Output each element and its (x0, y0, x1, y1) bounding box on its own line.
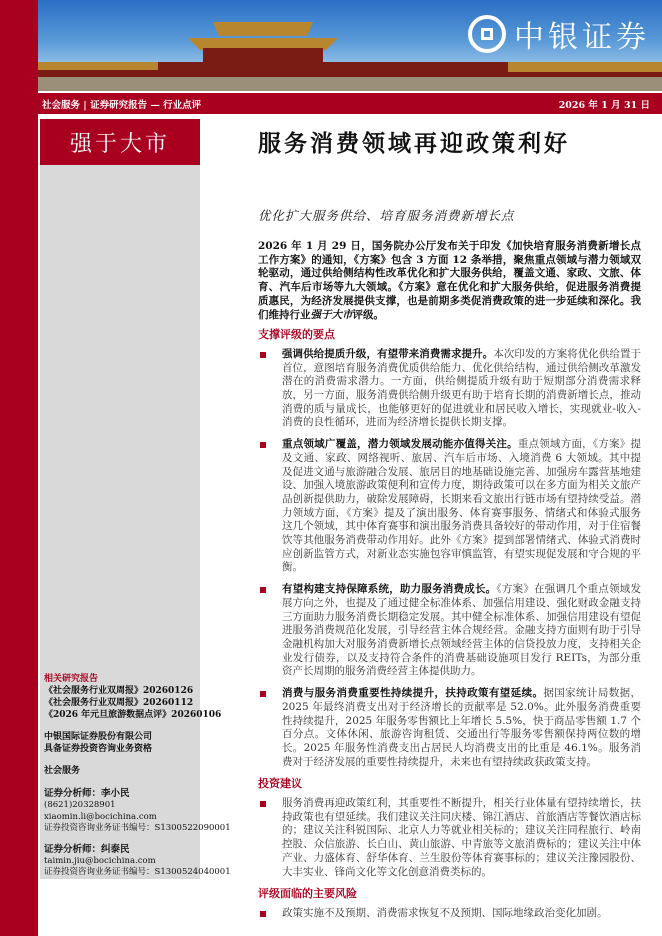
bullet-lead: 强调供给提质升级，有望带来消费需求提升。 (282, 347, 494, 360)
section-heading: 评级面临的主要风险 (258, 887, 357, 901)
analyst-cert: 证券投资咨询业务证书编号：S1300524040001 (44, 867, 231, 877)
bullet-lead: 消费与服务消费重要性持续提升，扶持政策有望延续。 (282, 687, 544, 700)
bullet-text: 重点领域方面，《方案》提及文通、家政、网络视听、旅居、汽车后市场、入境消费 6 大领域。其中提及促进文通与旅游融合发展、旅居目的地基础设施完善、加强房车露营基地建设、加强入境旅游政策便利和宣传力度，期待政策可以在多方面为相关文旅产品创新提供助力，破除发展障碍，长期来看文旅出行链市场有望持续受益。潜力领域方面，《方案》提及了演出服务、体育赛事服务、情绪式和体验式服务这几个领域，其中体育赛事和演出服务消费具备较好的带动作用，对于住宿餐饮等其他服务消费带动作用好。此外《方案》提到部署情绪式、体验式消费时应创新监管方式，对新业态实施包容审慎监管，有望实现促发展和守合规的平衡。 (282, 438, 642, 574)
bullet-point (258, 583, 641, 679)
related-reports-heading: 相关研究报告 (44, 674, 99, 684)
analyst-phone: (8621)20328901 (44, 800, 116, 810)
bullet-text: 服务消费再迎政策红利，其重要性不断提升，相关行业体量有望持续增长，扶持政策也有望延续。我们建议关注同庆楼、锦江酒店、首旅酒店等餐饮酒店标的；建议关注科锐国际、北京人力等就业相关标的；建议关注同程旅行、岭南控股、众信旅游、长白山、黄山旅游、中青旅等文旅消费标的；建议关注中体产业、力盛体育、舒华体育、兰生股份等体育赛事标的；建议关注豫园股份、大丰实业、锋尚文化等文化创意消费类标的。 (282, 797, 641, 878)
bullet-point (258, 797, 641, 879)
report-body (258, 240, 641, 929)
bullet-square-icon (260, 691, 266, 697)
analyst-email[interactable]: taimin.jiu@bocichina.com (44, 855, 156, 866)
report-header-bar (38, 93, 662, 114)
bullet-square-icon (260, 352, 266, 358)
summary-rating: 强于大市 (310, 308, 353, 321)
bullet-lead: 重点领域广覆盖，潜力领域发展动能亦值得关注。 (282, 438, 518, 451)
analyst-cert: 证券投资咨询业务证书编号：S1300522090001 (44, 823, 231, 833)
company-info (44, 731, 196, 755)
section-heading: 投资建议 (258, 777, 302, 791)
header-banner-image (38, 0, 662, 91)
related-reports (44, 673, 222, 721)
company-name: 中银国际证券股份有限公司 (44, 732, 153, 742)
analyst-name: 证券分析师：纠泰民 (44, 843, 130, 855)
related-report[interactable]: 《社会服务行业双周报》20260126 (44, 686, 194, 696)
rating-box: 强于大市 (40, 119, 200, 165)
bullet-lead: 有望构建支持保障系统，助力服务消费成长。 (282, 583, 497, 596)
industry-label: 社会服务 (44, 766, 81, 776)
bullet-point (258, 687, 641, 769)
sidebar (40, 165, 231, 879)
sidebar-content (44, 673, 231, 887)
bullet-point (258, 348, 641, 430)
analyst-email[interactable]: xiaomin.li@bocichina.com (44, 811, 157, 822)
analyst-2 (44, 843, 231, 879)
company-logo (468, 12, 650, 56)
report-date: 2026 年 1 月 31 日 (558, 99, 650, 111)
analyst-1 (44, 787, 231, 835)
bullet-square-icon (260, 587, 266, 593)
bullet-point (258, 907, 641, 921)
related-report[interactable]: 《社会服务行业双周报》20260112 (44, 698, 194, 708)
bullet-text: 本次印发的方案将优化供给置于首位，意图培育服务消费优质供给能力、优化供给结构，通过供给侧改革激发潜在的消费需求潜力。一方面，供给侧提质升级有助于短期部分消费需求释放，另一方面，服务消费供给侧升级更有助于培育长期的消费新增长点，推动消费的质与量成长，也能够更好的促进就业和居民收入增长，实现就业-收入-消费的良性循环，进而为经济增长提供长期支撑。 (282, 347, 642, 429)
bullet-square-icon (260, 801, 266, 807)
boc-logo-icon (468, 15, 506, 53)
bullet-text: 据国家统计局数据，2025 年最终消费支出对于经济增长的贡献率是 52.0%。此外服务消费重要性持续提升，2025 年服务零售额比上年增长 5.5%，快于商品零售额 1.7 个百分点。文体休闲、旅游咨询租赁、交通出行等服务零售额保持两位数的增长。2025 年服务性消费支出占居民人均消费支出的比重是 46.1%。服务消费对于经济发展的重要性持续提升，未来也有望持续政获政策支持。 (282, 687, 641, 768)
report-title: 服务消费领域再迎政策利好 (258, 130, 570, 157)
bullet-point (258, 438, 641, 575)
analyst-name: 证券分析师：李小民 (44, 788, 130, 799)
bullet-square-icon (260, 442, 266, 448)
logo-text: 中银证券 (514, 20, 650, 55)
summary-paragraph (258, 240, 641, 322)
report-sections (258, 328, 641, 920)
report-subtitle: 优化扩大服务供给、培育服务消费新增长点 (258, 208, 515, 223)
bullet-text: 《方案》在强调几个重点领域发展方向之外，也提及了通过健全标准体系、加强信用建设、强化财政金融支持三方面助力服务消费长期稳定发展。其中健全标准体系、加强信用建设有望促进服务消费规范化发展，引导经营主体合规经营。金融支持方面则有助于引导金融机构加大对服务消费新增长点领域经营主体的信贷投放力度，支持相关企业发行债券，以及支持符合条件的消费基础设施项目发行 REITs，为部分重资产长周期的服务消费经营主体提供助力。 (282, 583, 642, 678)
bullet-square-icon (260, 911, 266, 917)
section-heading: 支撑评级的要点 (258, 328, 335, 342)
report-category: 社会服务 | 证券研究报告 — 行业点评 (42, 99, 202, 111)
summary-end: 评级。 (352, 308, 384, 321)
bullet-text: 政策实施不及预期、消费需求恢复不及预期、国际地缘政治变化加剧。 (282, 906, 608, 919)
qualification: 具备证券投资咨询业务资格 (44, 744, 153, 754)
left-brand-strip (0, 0, 38, 936)
summary-text: 2026 年 1 月 29 日，国务院办公厅发布关于印发《加快培育服务消费新增长点工作方案》的通知，《方案》包含 3 方面 12 条举措，聚焦重点领域与潜力领域双轮驱动，通过供给侧结构性改革优化和扩大服务供给，覆盖文通、家政、文旅、体育、汽车后市场等九大领域。《方案》意在优化和扩大服务供给，促进服务消费提质惠民，为经济发展提供支撑，也是前期多类促消费政策的进一步延续和深化。我们维持行业 (258, 240, 641, 321)
related-report[interactable]: 《2026 年元旦旅游数据点评》20260106 (44, 710, 222, 720)
